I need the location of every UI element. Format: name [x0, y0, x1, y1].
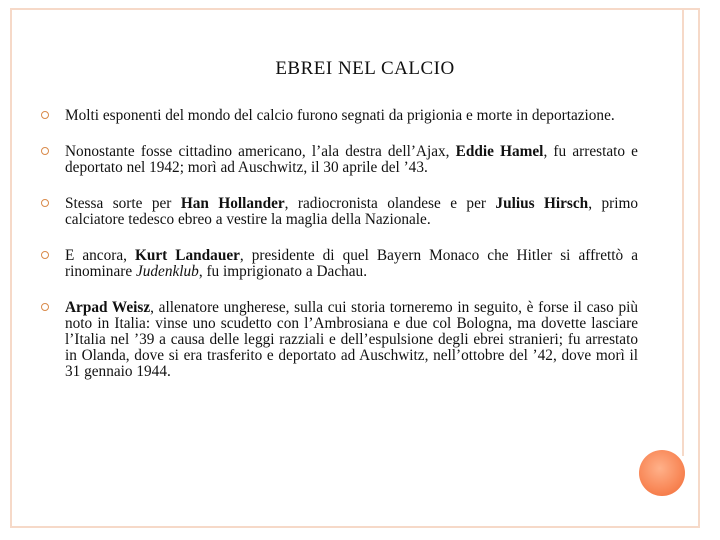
slide-title: EBREI NEL CALCIO: [275, 58, 455, 79]
bullet-text: Nonostante fosse cittadino americano, l’ala destra dell’Ajax, Eddie Hamel, fu arrestato e deportato nel 1942; morì ad Auschwitz, il 30 aprile del ’43.: [65, 143, 638, 176]
list-item: [40, 144, 638, 176]
person-name: Arpad Weisz: [65, 299, 151, 316]
person-name: Julius Hirsch: [495, 195, 589, 212]
decorative-circle: [639, 450, 685, 496]
person-name: Kurt Landauer: [134, 247, 240, 264]
person-name: Han Hollander: [180, 195, 285, 212]
bullet-text: Stessa sorte per Han Hollander, radiocronista olandese e per Julius Hirsch, primo calciatore tedesco ebreo a vestire la maglia della Nazionale.: [65, 195, 638, 228]
person-name: Eddie Hamel: [455, 143, 544, 160]
bullet-text: E ancora, Kurt Landauer, presidente di quel Bayern Monaco che Hitler si affrettò a rinominare Judenklub, fu imprigionato a Dachau.: [65, 247, 639, 280]
list-item: [40, 108, 638, 124]
list-item: [40, 300, 638, 380]
circle-bullet-icon: [41, 147, 49, 155]
circle-bullet-icon: [41, 199, 49, 207]
list-item: [40, 248, 638, 280]
list-item: [40, 196, 638, 228]
bullet-list: [40, 108, 638, 400]
circle-bullet-icon: [41, 111, 49, 119]
circle-bullet-icon: [41, 251, 49, 259]
bullet-text: Arpad Weisz, allenatore ungherese, sulla cui storia torneremo in seguito, è forse il caso più noto in Italia: vinse uno scudetto con l’Ambrosiana e due col Bologna, ma dovette lasciare l’Italia nel ’39 a causa delle leggi razziali e dell’espulsione degli ebrei stranieri; fu arrestato in Olanda, dove si era trasferito e deportato ad Auschwitz, nell’ottobre del ’42, dove morì il 31 gennaio 1944.: [65, 299, 638, 380]
bullet-text: Molti esponenti del mondo del calcio furono segnati da prigionia e morte in deportazione.: [65, 107, 615, 124]
circle-bullet-icon: [41, 303, 49, 311]
italic-term: Judenklub: [135, 263, 199, 280]
